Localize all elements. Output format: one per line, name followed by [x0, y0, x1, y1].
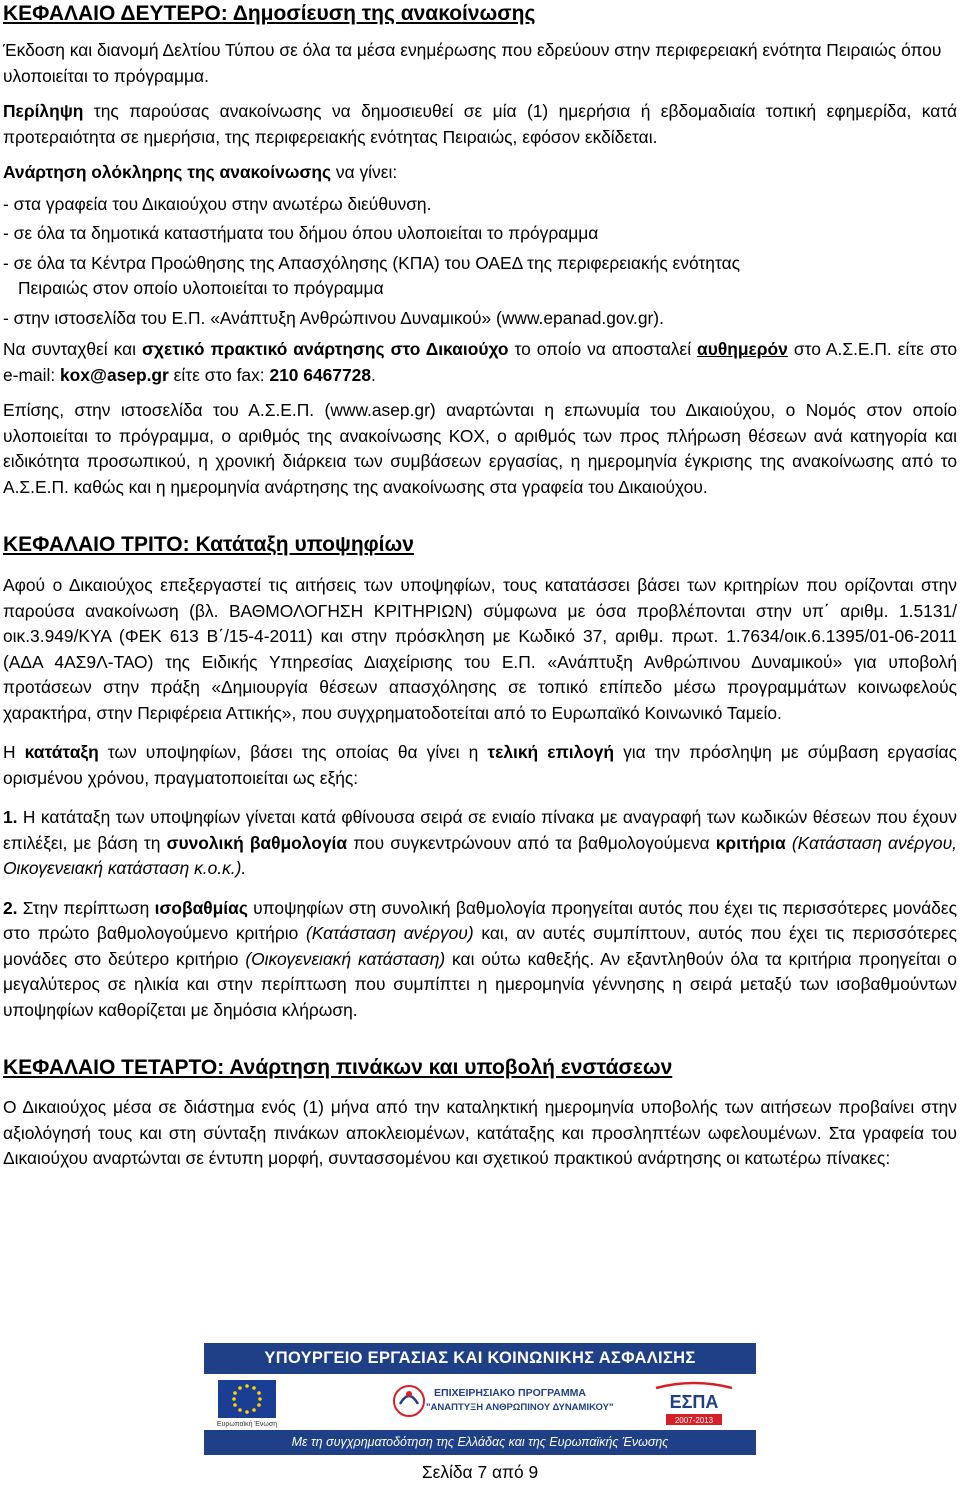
- report-text-fax: είτε στο fax:: [168, 364, 270, 385]
- report-text-start: Να συνταχθεί και: [3, 339, 143, 359]
- same-day-label: αυθημερόν: [697, 339, 788, 359]
- logos-graphic: [204, 1374, 756, 1430]
- chapter-three-heading: ΚΕΦΑΛΑΙΟ ΤΡΙΤΟ: Κατάταξη υποψηφίων: [3, 533, 414, 556]
- rule-one-text-a: Η κατάταξη των υποψηφίων γίνεται κατά φθίνουσα σειρά σε ενιαίο πίνακα με αναγραφή των κωδικών θέσεων που έχουν επιλέξει, με βάση τη: [3, 807, 957, 853]
- paragraph-summary-publication: [3, 99, 957, 150]
- summary-text: της παρούσας ανακοίνωσης να δημοσιευθεί σε μία (1) ημερήσια ή εβδομαδιαία τοπική εφημερίδα, κατά προτεραιότητα σε ημερήσια, της περιφερειακής ενότητας Πειραιώς, εφόσον εκδίδεται.: [3, 101, 957, 147]
- cofinancing-bar: Με τη συγχρηματοδότηση της Ελλάδας και της Ευρωπαϊκής Ένωσης: [204, 1430, 756, 1455]
- report-text-mid: το οποίο να αποσταλεί: [508, 339, 698, 359]
- ranking-rule-one: [3, 805, 957, 882]
- paragraph-posting-intro: [3, 160, 957, 186]
- rule-one-number: 1.: [3, 807, 18, 827]
- chapter-two-heading: ΚΕΦΑΛΑΙΟ ΔΕΥΤΕΡΟ: Δημοσίευση της ανακοίνωσης: [3, 2, 536, 25]
- espa-label: ΕΣΠΑ: [669, 1392, 719, 1412]
- logos-strip: [204, 1374, 756, 1430]
- paragraph-tables-posting: Ο Δικαιούχος μέσα σε διάστημα ενός (1) μήνα από την καταληκτική ημερομηνία υποβολής των αιτήσεων προβαίνει στην αξιολόγησή τους και στη σύνταξη πινάκων αποκλειομένων, κατάταξης και προσληπτέων ωφελουμένων. Στα γραφεία του Δικαιούχου αναρτώνται σε έντυπη μορφή, συντασσομένου και σχετικού πρακτικού ανάρτησης οι κατωτέρω πίνακες:: [3, 1097, 957, 1168]
- list-item-continuation: Πειραιώς στον οποίο υλοποιείται το πρόγραμμα: [18, 278, 384, 298]
- document-page: [3, 0, 957, 1172]
- rule-one-italic: (Κατάσταση ανέργου, Οικογενειακή κατάσταση κ.ο.κ.).: [3, 832, 958, 878]
- summary-label: Περίληψη: [3, 101, 84, 121]
- list-item: - σε όλα τα δημοτικά καταστήματα του δήμου όπου υλοποιείται το πρόγραμμα: [3, 223, 599, 243]
- list-item: - στα γραφεία του Δικαιούχου στην ανωτέρω διεύθυνση.: [3, 193, 432, 214]
- espa-years: 2007-2013: [674, 1416, 714, 1425]
- ranking-text-b: των υποψηφίων, βάσει της οποίας θα γίνει η: [98, 742, 488, 762]
- rule-two-italic-a: (Κατάσταση ανέργου): [305, 923, 474, 943]
- list-item: - στην ιστοσελίδα του Ε.Π. «Ανάπτυξη Ανθρώπινου Δυναμικού» (www.epanad.gov.gr).: [3, 307, 664, 328]
- programme-logo-icon: [394, 1386, 424, 1416]
- programme-title: ΕΠΙΧΕΙΡΗΣΙΑΚΟ ΠΡΟΓΡΑΜΜΑ: [434, 1387, 586, 1399]
- report-bold-phrase: σχετικό πρακτικό ανάρτησης στο Δικαιούχο: [142, 339, 509, 359]
- rule-two-text-a: Στην περίπτωση: [17, 897, 155, 918]
- programme-subtitle: "ΑΝΑΠΤΥΞΗ ΑΝΘΡΩΠΙΝΟΥ ΔΥΝΑΜΙΚΟΥ": [426, 1402, 614, 1413]
- ranking-text-c: για την πρόσληψη με σύμβαση εργασίας ορισμένου χρόνου, πραγματοποιείται ως εξής:: [3, 742, 957, 788]
- rule-two-italic-b: (Οικογενειακή κατάσταση): [245, 948, 446, 969]
- espa-logo-icon: [656, 1383, 732, 1425]
- paragraph-asep-website: Επίσης, στην ιστοσελίδα του Α.Σ.Ε.Π. (www.asep.gr) αναρτώνται η επωνυμία του Δικαιούχου, ο Νομός στον οποίο υλοποιείται το πρόγραμμα, ο αριθμός της ανακοίνωσης ΚΟΧ, ο αριθμός των προς πλήρωση θέσεων ανά κατηγορία και ειδικότητα προσωπικού, η χρονική διάρκεια των συμβάσεων εργασίας, η ημερομηνία έγκρισης της ανακοίνωσης από το Α.Σ.Ε.Π. καθώς και η ημερομηνία ανάρτησης της ανακοίνωσης στα γραφεία του Δικαιούχου.: [3, 400, 957, 497]
- rule-two-number: 2.: [3, 897, 18, 918]
- eu-label: Ευρωπαϊκή Ένωση: [216, 1421, 278, 1428]
- posting-label: Ανάρτηση ολόκληρης της ανακοίνωσης: [3, 162, 332, 182]
- rule-two-text-d: και ούτω καθεξής. Αν εξαντληθούν όλα τα κριτήρια προηγείται ο μεγαλύτερος σε ηλικία και στην περίπτωση που συμπίπτει η ημερομηνία γέννησης η σειρά μεταξύ των ισοβαθμούντων υποψηφίων καθορίζεται με δημόσια κλήρωση.: [3, 948, 957, 1020]
- rule-two-text-c: και, αν αυτές συμπίπτουν, αυτός που έχει τις περισσότερες μονάδες στο δεύτερο κριτήριο: [3, 923, 957, 969]
- eu-flag-icon: [218, 1380, 276, 1418]
- chapter-four-heading: ΚΕΦΑΛΑΙΟ ΤΕΤΑΡΤΟ: Ανάρτηση πινάκων και υποβολή ενστάσεων: [3, 1056, 673, 1079]
- ranking-rule-two: [3, 896, 957, 1024]
- rule-one-bold-b: κριτήρια: [715, 832, 786, 853]
- page-number: Σελίδα 7 από 9: [421, 1462, 539, 1482]
- ranking-text-a: Η: [3, 742, 25, 762]
- rule-two-bold: ισοβαθμίας: [154, 897, 248, 918]
- ministry-bar: ΥΠΟΥΡΓΕΙΟ ΕΡΓΑΣΙΑΣ ΚΑΙ ΚΟΙΝΩΝΙΚΗΣ ΑΣΦΑΛΙΣΗΣ: [204, 1343, 756, 1374]
- rule-one-bold-a: συνολική βαθμολογία: [166, 832, 348, 853]
- paragraph-ranking-basis: Αφού ο Δικαιούχος επεξεργαστεί τις αιτήσεις των υποψηφίων, τους κατατάσσει βάσει των κριτηρίων που ορίζονται στην παρούσα ανακοίνωση (βλ. ΒΑΘΜΟΛΟΓΗΣΗ ΚΡΙΤΗΡΙΩΝ) σύμφωνα με όσα προβλέπονται στην υπ΄ αριθμ. 1.5131/οικ.3.949/ΚΥΑ (ΦΕΚ 613 Β΄/15-4-2011) και στην πρόσκληση με Κωδικό 37, αριθμ. πρωτ. 1.7634/οικ.6.1395/01-06-2011 (ΑΔΑ 4ΑΣ9Λ-ΤΑΟ) της Ειδικής Υπηρεσίας Διαχείρισης του Ε.Π. «Ανάπτυξη Ανθρώπινου Δυναμικού» για υποβολή προτάσεων στην πράξη «Δημιουργία θέσεων απασχόλησης σε τοπικό επίπεδο μέσω προγραμμάτων κοινωφελούς χαρακτήρα, στην Περιφέρεια Αττικής», που συγχρηματοδοτείται από το Ευρωπαϊκό Κοινωνικό Ταμείο.: [3, 575, 957, 723]
- ranking-bold-a: κατάταξη: [24, 742, 99, 762]
- posting-text: να γίνει:: [331, 162, 398, 182]
- cofinancing-banner: [204, 1343, 756, 1455]
- paragraph-press-release: Έκδοση και διανομή Δελτίου Τύπου σε όλα τα μέσα ενημέρωσης που εδρεύουν στην περιφερειακή ενότητα Πειραιώς όπου υλοποιείται το πρόγραμμα.: [3, 40, 942, 86]
- fax-number: 210 6467728: [269, 364, 371, 385]
- paragraph-ranking-definition: [3, 740, 957, 791]
- report-text-end: .: [371, 364, 376, 385]
- posting-locations-list: [3, 192, 957, 332]
- rule-one-text-b: που συγκεντρώνουν από τα βαθμολογούμενα: [347, 832, 716, 853]
- paragraph-posting-report: [3, 337, 957, 388]
- rule-two-text-b: υποψηφίων στη συνολική βαθμολογία προηγείται αυτός που έχει τις περισσότερες μονάδες στο πρώτο βαθμολογούμενο κριτήριο: [3, 897, 958, 943]
- ranking-bold-b: τελική επιλογή: [487, 742, 615, 762]
- email-address: kox@asep.gr: [60, 364, 169, 385]
- list-item: - σε όλα τα Κέντρα Προώθησης της Απασχόλησης (ΚΠΑ) του ΟΑΕΔ της περιφερειακής ενότητας: [3, 252, 741, 273]
- report-text-email: στο Α.Σ.Ε.Π. είτε στο e-mail:: [3, 339, 957, 385]
